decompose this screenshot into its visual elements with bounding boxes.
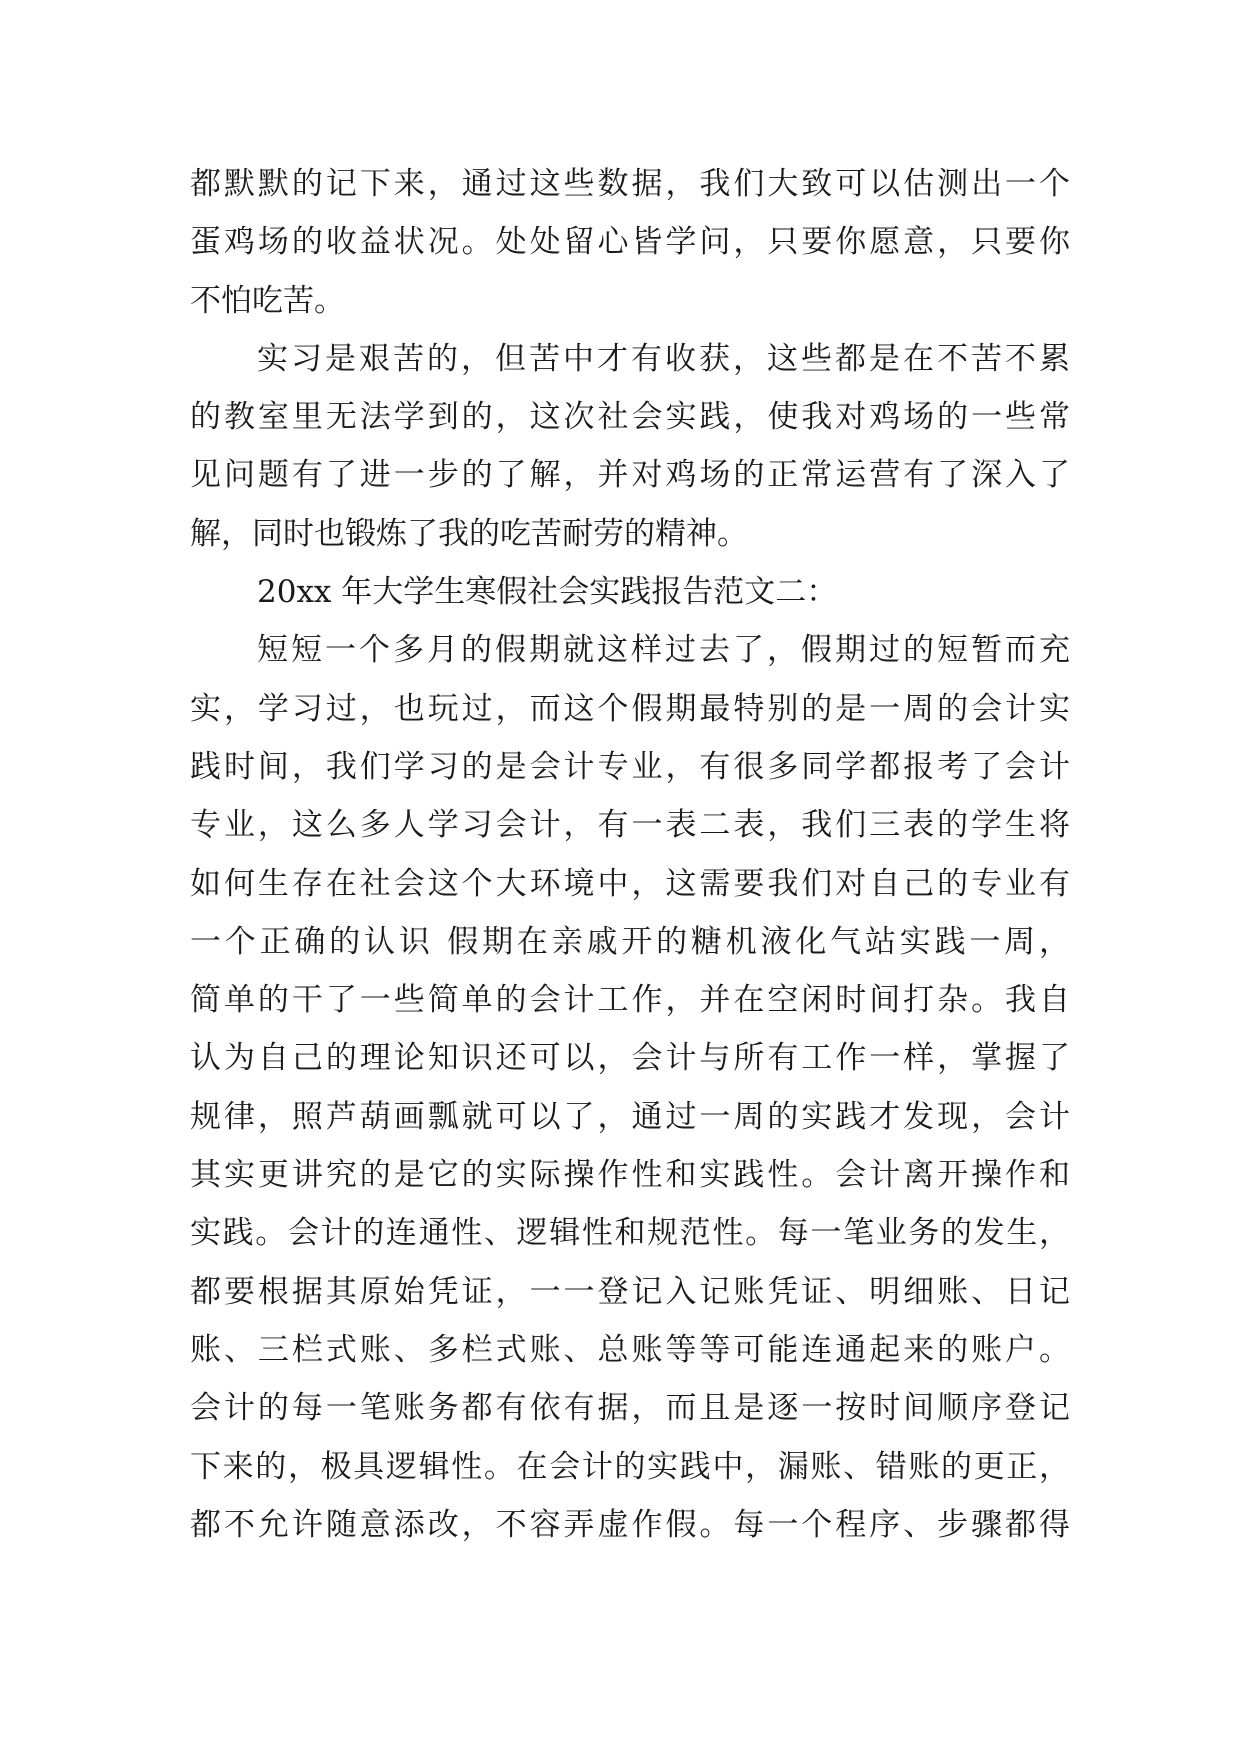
text-line: 实习是艰苦的，但苦中才有收获，这些都是在不苦不累: [257, 340, 1070, 377]
text-line: 会计的每一笔账务都有依有据，而且是逐一按时间顺序登记: [190, 1390, 1070, 1427]
text-line: 实，学习过，也玩过，而这个假期最特别的是一周的会计实: [190, 690, 1070, 727]
text-line: 蛋鸡场的收益状况。处处留心皆学问，只要你愿意，只要你: [190, 224, 1070, 261]
text-line: 短短一个多月的假期就这样过去了，假期过的短暂而充: [257, 632, 1070, 669]
text-line: 如何生存在社会这个大环境中，这需要我们对自己的专业有: [190, 865, 1070, 902]
text-line: 下来的，极具逻辑性。在会计的实践中，漏账、错账的更正，: [190, 1448, 1070, 1485]
text-line: 认为自己的理论知识还可以，会计与所有工作一样，掌握了: [190, 1040, 1070, 1077]
text-line: 其实更讲究的是它的实际操作性和实践性。会计离开操作和: [190, 1157, 1070, 1194]
text-line: 账、三栏式账、多栏式账、总账等等可能连通起来的账户。: [190, 1331, 1070, 1368]
text-line: 规律，照芦葫画瓢就可以了，通过一周的实践才发现，会计: [190, 1098, 1070, 1135]
text-line: 不怕吃苦。: [190, 282, 345, 319]
text-line: 解，同时也锻炼了我的吃苦耐劳的精神。: [190, 515, 748, 552]
text-line: 见问题有了进一步的了解，并对鸡场的正常运营有了深入了: [190, 457, 1070, 494]
text-line: 简单的干了一些简单的会计工作，并在空闲时间打杂。我自: [190, 982, 1070, 1019]
text-line: 都要根据其原始凭证，一一登记入记账凭证、明细账、日记: [190, 1273, 1070, 1310]
text-line: 专业，这么多人学习会计，有一表二表，我们三表的学生将: [190, 807, 1070, 844]
text-line: 的教室里无法学到的，这次社会实践，使我对鸡场的一些常: [190, 399, 1070, 436]
text-line: 践时间，我们学习的是会计专业，有很多同学都报考了会计: [190, 748, 1070, 785]
text-line: 20xx 年大学生寒假社会实践报告范文二：: [257, 574, 838, 611]
text-line: 都默默的记下来，通过这些数据，我们大致可以估测出一个: [190, 166, 1070, 202]
text-line: 实践。会计的连通性、逻辑性和规范性。每一笔业务的发生，: [190, 1215, 1070, 1252]
text-line: 一个正确的认识 假期在亲戚开的糖机液化气站实践一周，: [190, 923, 1070, 960]
text-line: 都不允许随意添改，不容弄虚作假。每一个程序、步骤都得: [190, 1506, 1070, 1543]
document-body: [190, 155, 1070, 1554]
